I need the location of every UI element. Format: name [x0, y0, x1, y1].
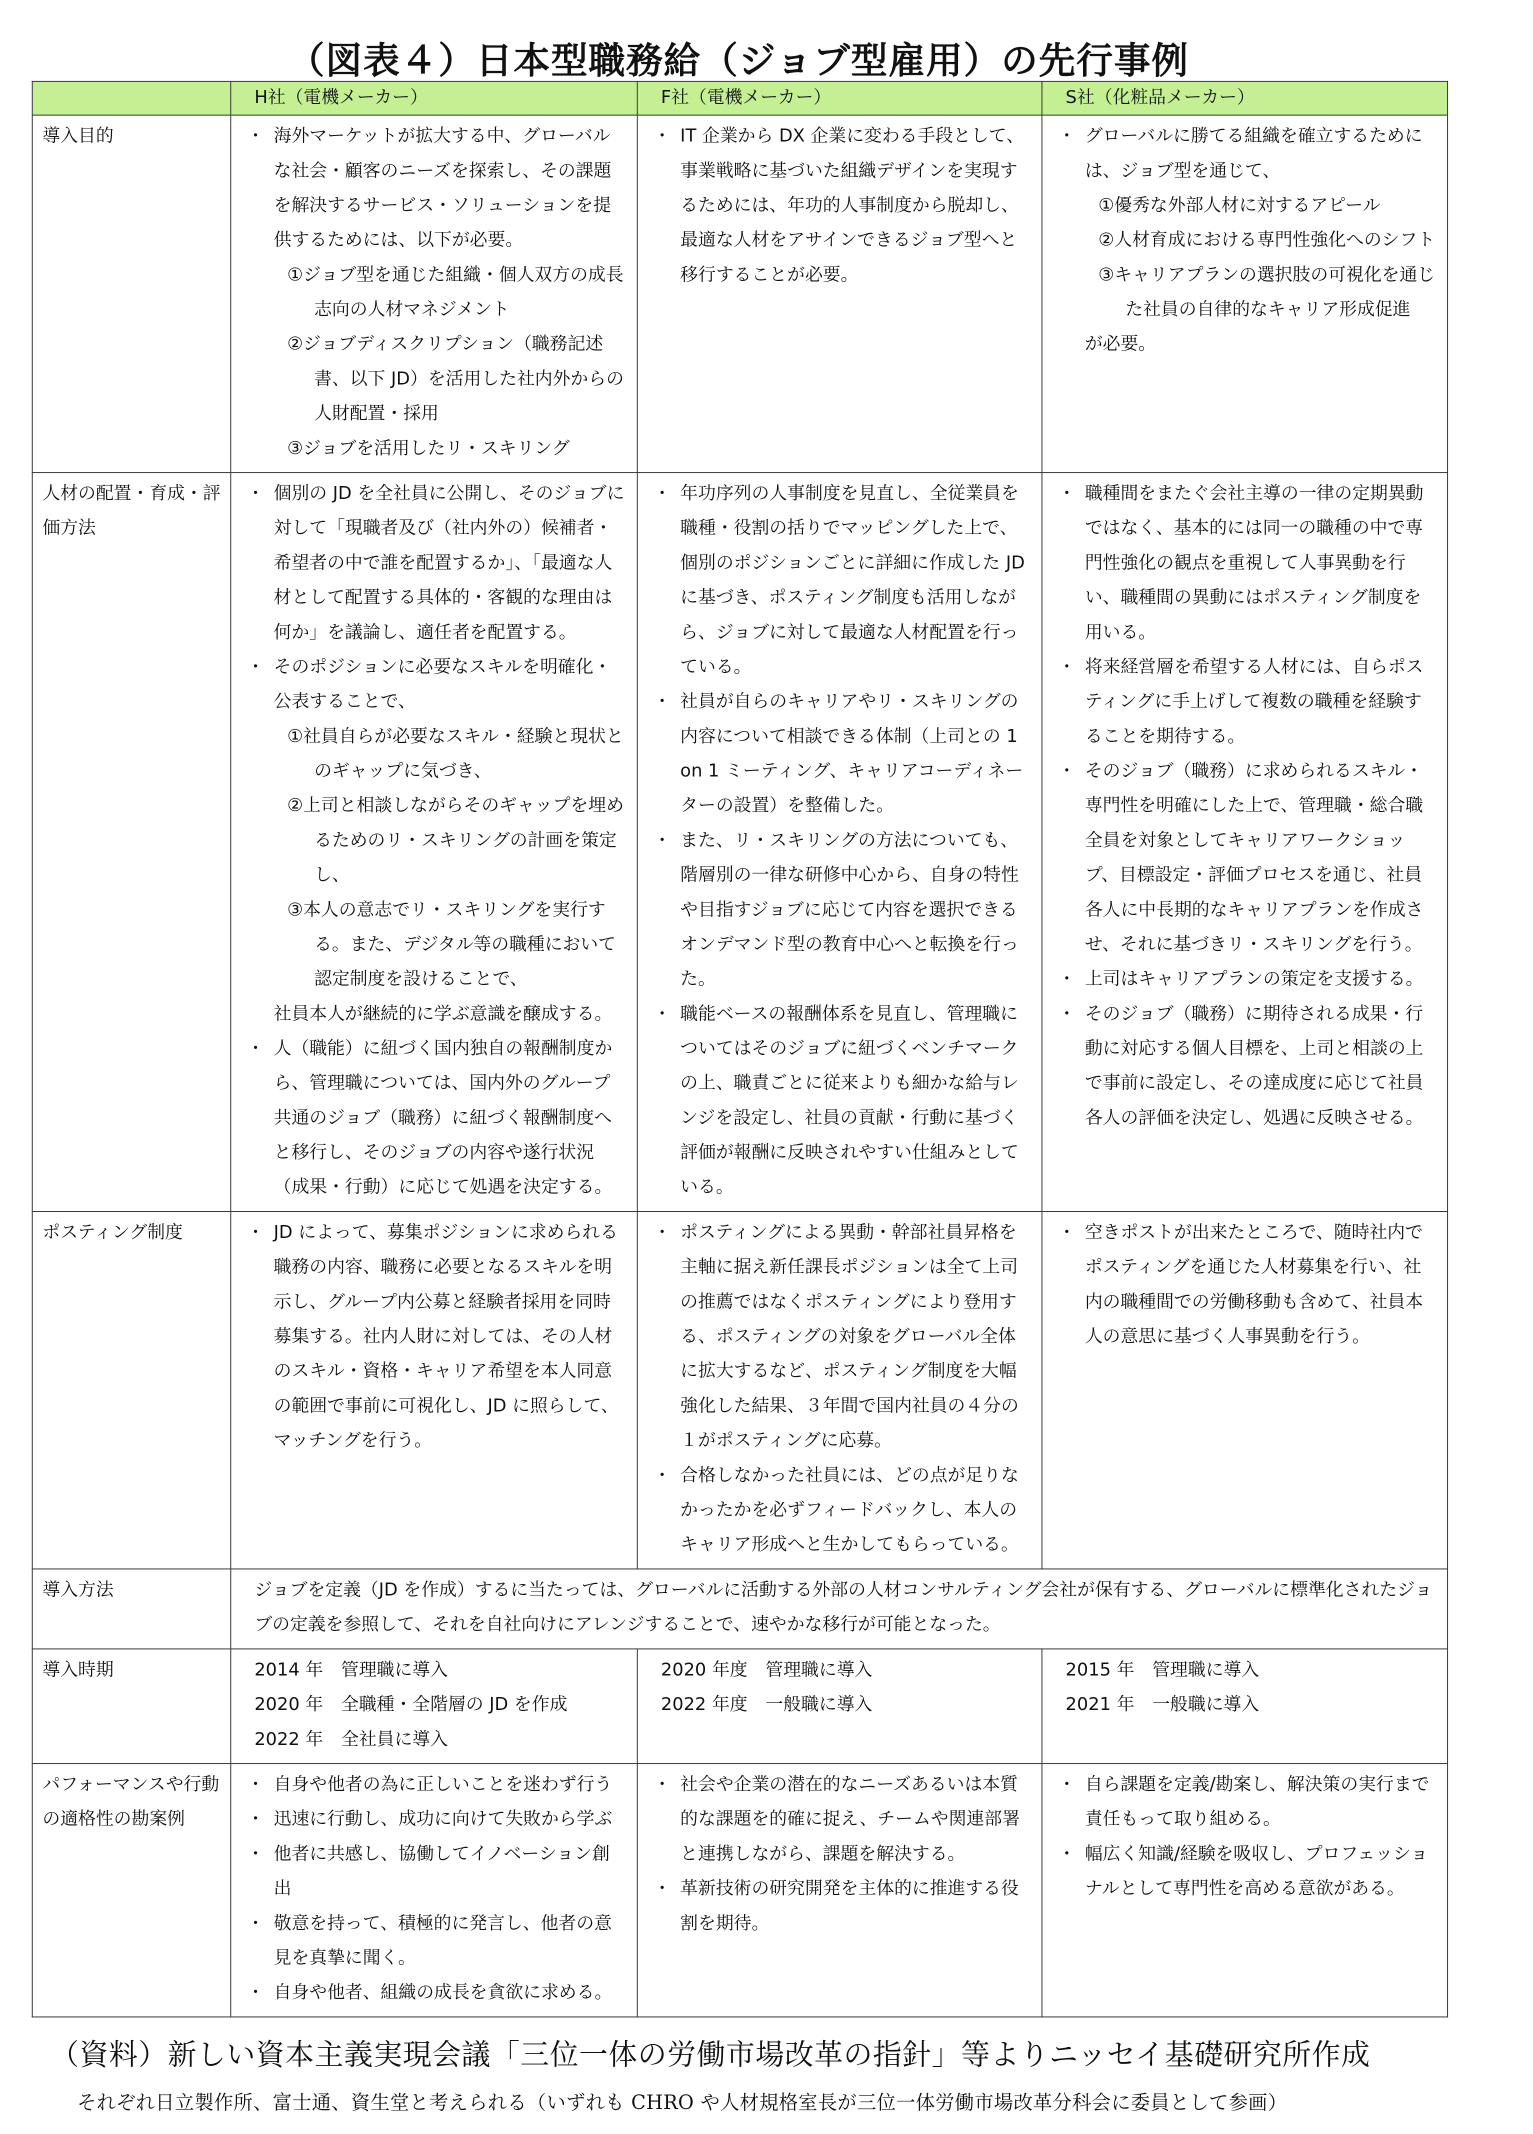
table-row [32, 115, 1447, 472]
header-cell-s: S社（化粧品メーカー） [1042, 81, 1448, 115]
timing-line: 2015 年 管理職に導入 [1065, 1659, 1260, 1681]
table-cell [637, 115, 1042, 472]
sub-item: ③本人の意志でリ・スキリングを実行する。また、デジタル等の職種において認定制度を設けることで、 [287, 899, 617, 990]
bullet-continuation: が必要。 [1084, 334, 1157, 355]
header-cell-blank [32, 81, 230, 115]
bullet-text: また、リ・スキリングの方法についても、階層別の一律な研修中心から、自身の特性や目指すジョブに応じて内容を選択できるオンデマンド型の教育中心へと転換を行った。 [680, 830, 1019, 990]
sub-item: ②人材育成における専門性強化へのシフト [1098, 230, 1436, 251]
bullet-text: 他者に共感し、協働してイノベーション創出 [273, 1844, 610, 1899]
bullet-list [1052, 1768, 1437, 1907]
row-label: 導入方法 [32, 1569, 230, 1649]
case-table [32, 81, 1448, 2017]
source-caption: （資料）新しい資本主義実現会議「三位一体の労働市場改革の指針」等よりニッセイ基礎研究所作成 [50, 2038, 1371, 2073]
bullet-text: グローバルに勝てる組織を確立するためには、ジョブ型を通じて、 [1084, 126, 1423, 182]
table-row-method [32, 1569, 1447, 1649]
bullet-continuation: 社員本人が継続的に学ぶ意識を醸成する。 [273, 1003, 613, 1025]
timing-line: 2022 年 全社員に導入 [254, 1729, 448, 1750]
sub-item: ②上司と相談しながらそのギャップを埋めるためのリ・スキリングの計画を策定し、 [287, 795, 624, 886]
table-cell [231, 473, 638, 1212]
bullet-text: 空きポストが出来たところで、随時社内でポスティングを通じた人材募集を行い、社内の職種間での労働移動も含めて、社員本人の意思に基づく人事異動を行う。 [1084, 1222, 1424, 1347]
row-label: 導入時期 [32, 1649, 230, 1764]
bullet-text: 合格しなかった社員には、どの点が足りなかったかを必ずフィードバックし、本人のキャリア形成へと生かしてもらっている。 [680, 1465, 1019, 1555]
bullet-item [1052, 650, 1437, 754]
table-row [32, 1212, 1447, 1569]
bullet-item [647, 477, 1031, 685]
bullet-text: 自身や他者、組織の成長を貪欲に求める。 [273, 1982, 613, 2003]
bullet-item [1052, 119, 1437, 362]
table-cell [231, 1212, 638, 1569]
bullet-text: 人（職能）に紐づく国内独自の報酬制度から、管理職については、国内外のグループ共通のジョブ（職務）に紐づく報酬制度へと移行し、そのジョブの内容や遂行状況（成果・行動）に応じて処遇を決定する。 [273, 1038, 613, 1198]
sub-item: ③ジョブを活用したリ・スキリング [287, 438, 570, 459]
table-cell [1042, 115, 1448, 472]
bullet-item [241, 1976, 627, 2011]
bullet-text: 社会や企業の潜在的なニーズあるいは本質的な課題を的確に捉え、チームや関連部署と連携しながら、課題を解決する。 [680, 1774, 1020, 1865]
performance-cell [1042, 1764, 1448, 2017]
bullet-list [647, 477, 1031, 1205]
row-label: 導入目的 [32, 115, 230, 472]
header-row [32, 81, 1447, 115]
bullet-text: 社員が自らのキャリアやリ・スキリングの内容について相談できる体制（上司との 1 on 1 ミーティング、キャリアコーディネーターの設置）を整備した。 [680, 691, 1024, 817]
bullet-item [1052, 754, 1437, 962]
method-cell: ジョブを定義（JD を作成）するに当たっては、グローバルに活動する外部の人材コンサルティング会社が保有する、グローバルに標準化されたジョブの定義を参照して、それを自社向けにアレンジすることで、速やかな移行が可能となった。 [231, 1569, 1448, 1649]
bullet-item [647, 824, 1031, 997]
bullet-item [1052, 1768, 1437, 1837]
table-cell [231, 115, 638, 472]
bullet-item [647, 1216, 1031, 1459]
bullet-item [241, 1803, 627, 1838]
timing-line: 2020 年度 管理職に導入 [660, 1659, 873, 1681]
bullet-text: JD によって、募集ポジションに求められる職務の内容、職務に必要となるスキルを明示し、グループ内公募と経験者採用を同時募集する。社内人財に対しては、その人材のスキル・資格・キャリア希望を本人同意の範囲で事前に可視化し、JD に照らして、マッチングを行う。 [273, 1222, 619, 1451]
header-cell-h: H社（電機メーカー） [231, 81, 638, 115]
bullet-text: 職種間をまたぐ会社主導の一律の定期異動ではなく、基本的には同一の職種の中で専門性強化の観点を重視して人事異動を行い、職種間の異動にはポスティング制度を用いる。 [1084, 483, 1424, 643]
header-cell-f: F社（電機メーカー） [637, 81, 1042, 115]
sub-item: ①社員自らが必要なスキル・経験と現状とのギャップに気づき、 [287, 726, 624, 782]
bullet-text: 将来経営層を希望する人材には、自らポスティングに手上げして複数の職種を経験することを期待する。 [1084, 657, 1424, 747]
bullet-list [647, 1768, 1031, 1941]
bullet-item [1052, 1837, 1437, 1906]
bullet-list [1052, 477, 1437, 1136]
bullet-list [647, 1216, 1031, 1563]
table-row-performance [32, 1764, 1447, 2017]
timing-line: 2014 年 管理職に導入 [254, 1659, 448, 1681]
bullet-item [241, 1907, 627, 1976]
bullet-list [241, 477, 627, 1205]
table-cell [1042, 1212, 1448, 1569]
bullet-text: 個別の JD を全社員に公開し、そのジョブに対して「現職者及び（社内外の）候補者・希望者の中で誰を配置するか」、「最適な人材として配置する具体的・客観的な理由は何か」を議論し、適任者を配置する。 [273, 483, 625, 643]
bullet-item [1052, 477, 1437, 650]
bullet-text: 幅広く知識/経験を吸収し、プロフェッショナルとして専門性を高める意欲がある。 [1084, 1844, 1429, 1899]
footnote: それぞれ日立製作所、富士通、資生堂と考えられる（いずれも CHRO や人材規格室長が三位一体労働市場改革分科会に委員として参画） [77, 2090, 1288, 2114]
timing-cell [637, 1649, 1042, 1764]
bullet-text: 年功序列の人事制度を見直し、全従業員を職種・役割の括りでマッピングした上で、個別のポジションごとに詳細に作成した JD に基づき、ポスティング制度も活用しながら、ジョブに対して最適な人材配置を行っている。 [680, 483, 1025, 678]
bullet-text: 海外マーケットが拡大する中、グローバルな社会・顧客のニーズを探索し、その課題を解決するサービス・ソリューションを提供するためには、以下が必要。 [273, 126, 612, 251]
bullet-list [1052, 1216, 1437, 1355]
timing-cell [1042, 1649, 1448, 1764]
bullet-item [241, 477, 627, 650]
bullet-text: ポスティングによる異動・幹部社員昇格を主軸に据え新任課長ポジションは全て上司の推薦ではなくポスティングにより登用する、ポスティングの対象をグローバル全体に拡大するなど、ポスティング制度を大幅強化した結果、３年間で国内社員の４分の１がポスティングに応募。 [680, 1222, 1019, 1451]
bullet-item [1052, 962, 1437, 997]
bullet-list [241, 119, 627, 466]
bullet-item [1052, 1216, 1437, 1355]
bullet-text: 上司はキャリアプランの策定を支援する。 [1084, 969, 1424, 990]
bullet-item [647, 997, 1031, 1205]
sub-item: ③キャリアプランの選択肢の可視化を通じた社員の自律的なキャリア形成促進 [1098, 264, 1436, 320]
timing-line: 2022 年度 一般職に導入 [660, 1694, 873, 1715]
bullet-item [241, 1216, 627, 1459]
bullet-text: 自ら課題を定義/勘案し、解決策の実行まで責任もって取り組める。 [1084, 1774, 1430, 1830]
bullet-list [241, 1216, 627, 1459]
bullet-item [241, 1032, 627, 1205]
bullet-item [647, 119, 1031, 292]
bullet-text: 革新技術の研究開発を主体的に推進する役割を期待。 [680, 1878, 1019, 1934]
bullet-text: そのジョブ（職務）に期待される成果・行動に対応する個人目標を、上司と相談の上で事前に設定し、その達成度に応じて社員各人の評価を決定し、処遇に反映させる。 [1084, 1003, 1424, 1129]
bullet-text: 敬意を持って、積極的に発言し、他者の意見を真摯に聞く。 [273, 1913, 612, 1969]
bullet-item [647, 1459, 1031, 1563]
timing-line: 2021 年 一般職に導入 [1065, 1694, 1260, 1715]
bullet-text: そのジョブ（職務）に求められるスキル・専門性を明確にした上で、管理職・総合職全員を対象としてキャリアワークショップ、目標設定・評価プロセスを通じ、社員各人に中長期的なキャリアプランを作成させ、それに基づきリ・スキリングを行う。 [1084, 761, 1424, 955]
timing-cell [231, 1649, 638, 1764]
row-label: パフォーマンスや行動の適格性の勘案例 [32, 1764, 230, 2017]
table-cell [637, 1212, 1042, 1569]
table-row-timing [32, 1649, 1447, 1764]
bullet-item [1052, 997, 1437, 1136]
bullet-text: 迅速に行動し、成功に向けて失敗から学ぶ [273, 1809, 613, 1830]
page-title: （図表４）日本型職務給（ジョブ型雇用）の先行事例 [287, 38, 1189, 82]
bullet-text: そのポジションに必要なスキルを明確化・公表することで、 [273, 657, 612, 712]
sub-item: ②ジョブディスクリプション（職務記述書、以下 JD）を活用した社内外からの人財配置・採用 [287, 334, 624, 424]
row-label: ポスティング制度 [32, 1212, 230, 1569]
performance-cell [231, 1764, 638, 2017]
timing-line: 2020 年 全職種・全階層の JD を作成 [254, 1694, 568, 1715]
bullet-list [1052, 119, 1437, 362]
table-cell [637, 473, 1042, 1212]
bullet-list [647, 119, 1031, 292]
bullet-item [241, 650, 627, 1032]
bullet-text: 自身や他者の為に正しいことを迷わず行う [273, 1774, 613, 1795]
row-label: 人材の配置・育成・評価方法 [32, 473, 230, 1212]
bullet-list [241, 1768, 627, 2011]
bullet-item [647, 1768, 1031, 1872]
bullet-text: 職能ベースの報酬体系を見直し、管理職についてはそのジョブに紐づくベンチマークの上、職責ごとに従来よりも細かな給与レンジを設定し、社員の貢献・行動に基づく評価が報酬に反映されやすい仕組みとしている。 [680, 1003, 1019, 1198]
bullet-item [647, 685, 1031, 824]
bullet-item [241, 119, 627, 466]
sub-item: ①ジョブ型を通じた組織・個人双方の成長志向の人材マネジメント [287, 264, 624, 320]
bullet-item [647, 1872, 1031, 1941]
bullet-item [241, 1768, 627, 1803]
bullet-text: IT 企業から DX 企業に変わる手段として、事業戦略に基づいた組織デザインを実現するためには、年功的人事制度から脱却し、最適な人材をアサインできるジョブ型へと移行することが必要。 [680, 126, 1025, 286]
sub-item: ①優秀な外部人材に対するアピール [1098, 195, 1381, 216]
table-cell [1042, 473, 1448, 1212]
performance-cell [637, 1764, 1042, 2017]
table-row [32, 473, 1447, 1212]
bullet-item [241, 1837, 627, 1906]
